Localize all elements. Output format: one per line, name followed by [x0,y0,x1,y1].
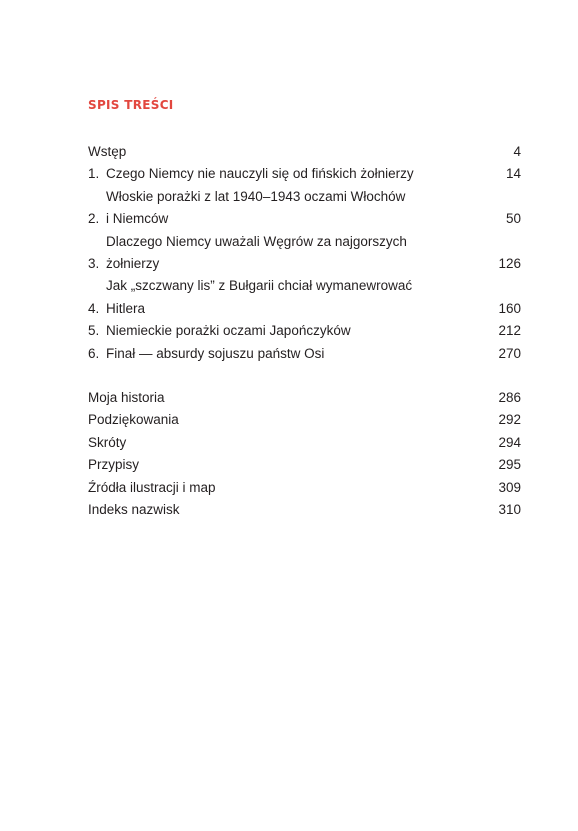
section-spacer [88,365,521,387]
chapter-title [106,231,490,276]
page-number: 309 [498,479,521,495]
chapter-title-line: żołnierzy [106,256,160,272]
page-number: 310 [498,502,521,518]
toc-entry [88,454,521,476]
table-of-contents [88,141,521,522]
page-number: 14 [505,166,521,182]
chapter-title-line: Hitlera [106,300,146,316]
chapter-list [88,141,521,365]
toc-entry [88,477,521,499]
page-number: 286 [498,390,521,406]
back-matter-list [88,387,521,521]
toc-entry [88,343,521,365]
toc-entry [88,186,521,231]
toc-entry [88,231,521,276]
section-title: Przypisy [88,457,140,473]
chapter-title-line: Czego Niemcy nie nauczyli się od fińskich żołnierzy [106,166,414,182]
chapter-title [88,141,505,163]
toc-entry [88,163,521,185]
toc-entry [88,320,521,342]
page-number: 4 [513,144,521,159]
chapter-number: 4. [88,300,100,316]
chapter-number: 2. [88,211,100,227]
chapter-title [106,343,490,365]
chapter-title [106,163,498,185]
toc-entry [88,387,521,409]
section-title: Indeks nazwisk [88,502,180,518]
toc-entry [88,499,521,521]
toc-heading: SPIS TREŚCI [88,98,174,112]
page-number: 160 [498,300,521,316]
chapter-title-line: Niemieckie porażki oczami Japończyków [106,323,351,339]
page-number: 126 [498,256,521,272]
chapter-number: 1. [88,166,100,182]
section-title: Źródła ilustracji i map [88,479,216,495]
toc-entry [88,275,521,320]
toc-entry [88,141,521,163]
section-title: Moja historia [88,390,165,406]
page-number: 270 [498,345,521,361]
chapter-title-line: Jak „szczwany lis” z Bułgarii chciał wymanewrować [106,278,413,294]
page-number: 50 [505,211,521,227]
page-number: 292 [498,412,521,428]
page-number: 295 [498,457,521,473]
chapter-number: 6. [88,345,100,361]
chapter-number: 3. [88,256,100,272]
chapter-title [106,275,490,320]
chapter-title-line: i Niemców [106,211,169,227]
chapter-title-line: Wstęp [88,144,127,159]
page-number: 212 [498,323,521,339]
chapter-title [106,186,498,231]
chapter-title-line: Finał — absurdy sojuszu państw Osi [106,345,325,361]
page-number: 294 [498,434,521,450]
toc-entry [88,432,521,454]
section-title: Skróty [88,434,127,450]
chapter-number: 5. [88,323,100,339]
section-title: Podziękowania [88,412,179,428]
toc-entry [88,409,521,431]
chapter-title-line: Dlaczego Niemcy uważali Węgrów za najgorszych [106,233,407,249]
chapter-title-line: Włoskie porażki z lat 1940–1943 oczami Włochów [106,188,406,204]
chapter-title [106,320,490,342]
